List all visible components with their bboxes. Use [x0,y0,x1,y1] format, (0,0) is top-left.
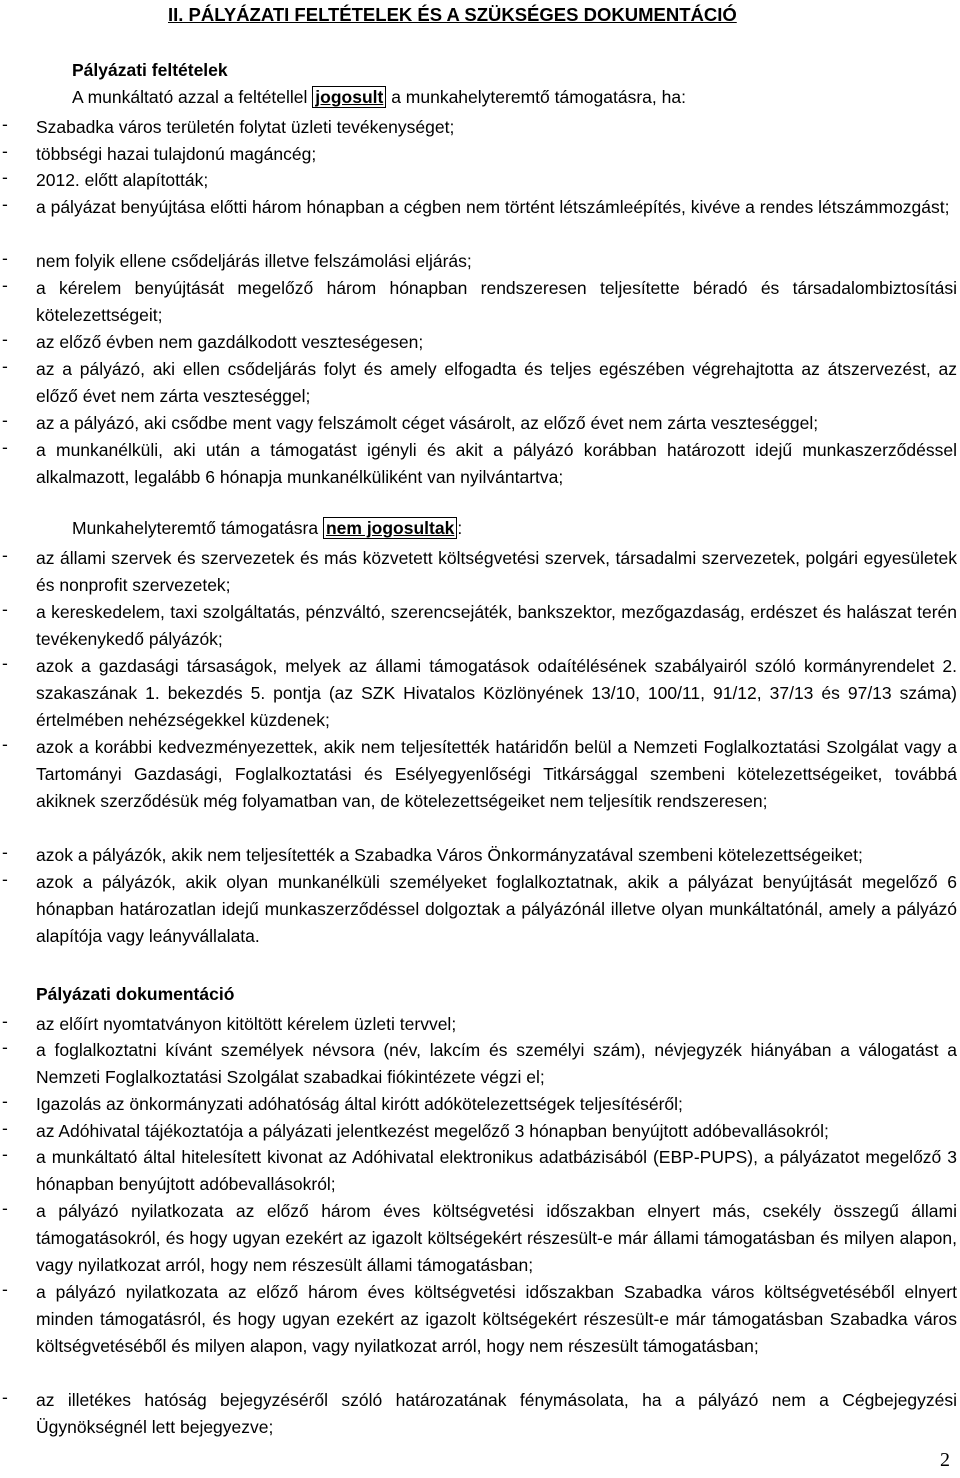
list-item-text: az előző évben nem gazdálkodott veszteségesen; [36,332,424,352]
list-item-text: azok a gazdasági társaságok, melyek az állami támogatások odaítélésének szabályairól szóló kormányrendelet 2. szakaszának 1. bekezdés 5. pontja (az SZK Hivatalos Közlönyének 13/10, 100/11, 91/12, 37/13 és 97/13 száma) értelmében nehézségekkel küzdenek; [36,656,957,730]
list-item-text: azok a korábbi kedvezményezettek, akik nem teljesítették határidőn belül a Nemzeti Foglalkoztatási Szolgálat vagy a Tartományi Gazdasági, Foglalkoztatási és Esélyegyenlőségi Titkársággal szembeni kötelezettségeiket, továbbá akiknek szerződésük még folyamatban van, de kötelezettségeiket nem teljesítik rendszeresen; [36,737,957,811]
list-item-text: a kérelem benyújtását megelőző három hónapban rendszeresen teljesítette béradó és társadalombiztosítási kötelezettségeit; [36,278,957,325]
document-title: II. PÁLYÁZATI FELTÉTELEK ÉS A SZÜKSÉGES DOKUMENTÁCIÓ [168,4,737,25]
dash-bullet: - [2,842,8,862]
list-item-text: többségi hazai tulajdonú magáncég; [36,144,317,164]
list-item-text: az állami szervek és szervezetek és más közvetett költségvetési szervek, társadalmi szervezetek, polgári egyesületek és nonprofit szervezetek; [36,548,957,595]
dash-bullet: - [2,167,8,187]
list-item-text: Igazolás az önkormányzati adóhatóság által kirótt adókötelezettségek teljesítéséről; [36,1094,683,1114]
eligibility-intro [72,87,686,108]
dash-bullet: - [2,114,8,134]
dash-bullet: - [2,248,8,268]
dash-bullet: - [2,1091,8,1111]
list-item-text: a munkáltató által hitelesített kivonat az Adóhivatal elektronikus adatbázisából (EBP-PUPS), a pályázatot megelőző 3 hónapban benyújtott adóbevallásokról; [36,1147,957,1194]
dash-bullet: - [2,1144,8,1164]
dash-bullet: - [2,437,8,457]
list-item-text: a foglalkoztatni kívánt személyek névsora (név, lakcím és személyi szám), névjegyzék hiányában a válogatást a Nemzeti Foglalkoztatási Szolgálat szabadkai fiókintézete végzi el; [36,1040,957,1087]
dash-bullet: - [2,410,8,430]
dash-bullet: - [2,599,8,619]
list-item-text: az a pályázó, aki ellen csődeljárás folyt és amely elfogadta és teljes egészében végrehajtotta az átszervezést, az előző évet nem zárta veszteséggel; [36,359,957,406]
dash-bullet: - [2,1118,8,1138]
list-item-text: nem folyik ellene csődeljárás illetve felszámolási eljárás; [36,251,472,271]
section-heading-conditions: Pályázati feltételek [72,60,228,80]
dash-bullet: - [2,356,8,376]
list-item-text: a kereskedelem, taxi szolgáltatás, pénzváltó, szerencsejáték, bankszektor, mezőgazdaság, erdészet és halászat terén tevékenykedő pályázók; [36,602,957,649]
list-item-text: az a pályázó, aki csődbe ment vagy felszámolt céget vásárolt, az előző évet nem zárta veszteséggel; [36,413,819,433]
list-item-text: azok a pályázók, akik olyan munkanélküli személyeket foglalkoztatnak, akik a pályázat benyújtását megelőző 6 hónapban határozatlan idejű munkaszerződéssel dolgoztak a pályázónál illetve olyan munkáltatónál, amely a pályázó alapítója vagy leányvállalata. [36,872,957,946]
list-item-text: az előírt nyomtatványon kitöltött kérelem üzleti tervvel; [36,1014,457,1034]
dash-bullet: - [2,869,8,889]
boxed-keyword-jogosult: jogosult [312,86,386,108]
dash-bullet: - [2,734,8,754]
list-item-text: Szabadka város területén folytat üzleti tevékenységet; [36,117,455,137]
ineligibility-intro [72,518,462,539]
section-heading-documentation: Pályázati dokumentáció [36,984,235,1004]
list-item-text: a pályázó nyilatkozata az előző három éves költségvetési időszakban elnyert más, csekély összegű állami támogatásokról, és hogy ugyan ezekért az igazolt költségekért részesült-e már állami támogatásban és milyen alapon, vagy nyilatkozat arról, hogy nem részesült állami támogatásban; [36,1201,957,1275]
dash-bullet: - [2,1037,8,1057]
list-item-text: a munkanélküli, aki után a támogatást igényli és akit a pályázó korábban határozott idejű munkaszerződéssel alkalmazott, legalább 6 hónapja munkanélküliként van nyilvántartva; [36,440,957,487]
dash-bullet: - [2,1198,8,1218]
boxed-keyword-nem-jogosultak: nem jogosultak [323,517,457,539]
list-item-text: a pályázó nyilatkozata az előző három éves költségvetési időszakban Szabadka város költségvetéséből elnyert minden támogatásról, és hogy ugyan ezekért az igazolt költségekért részesült-e már támogatásban Szabadka város költségvetéséből és milyen alapon, vagy nyilatkozat arról, hogy nem részesült támogatásban; [36,1282,957,1356]
dash-bullet: - [2,141,8,161]
dash-bullet: - [2,329,8,349]
list-item-text: az Adóhivatal tájékoztatója a pályázati jelentkezést megelőző 3 hónapban benyújtott adóbevallásokról; [36,1121,829,1141]
dash-bullet: - [2,545,8,565]
intro-text: a munkahelyteremtő támogatásra, ha: [386,87,686,107]
intro-text: A munkáltató azzal a feltétellel [72,87,313,107]
list-item-text: a pályázat benyújtása előtti három hónapban a cégben nem történt létszámleépítés, kivéve a rendes létszámmozgást; [36,197,950,217]
list-item-text: azok a pályázók, akik nem teljesítették a Szabadka Város Önkormányzatával szembeni kötelezettségeiket; [36,845,863,865]
list-item-text: 2012. előtt alapították; [36,170,209,190]
intro-text: : [457,518,463,538]
intro-text: Munkahelyteremtő támogatásra [72,518,323,538]
dash-bullet: - [2,653,8,673]
list-item-text: az illetékes hatóság bejegyzéséről szóló határozatának fénymásolata, ha a pályázó nem a Cégbejegyzési Ügynökségnél lett bejegyezve; [36,1390,957,1437]
dash-bullet: - [2,1387,8,1407]
dash-bullet: - [2,1279,8,1299]
dash-bullet: - [2,275,8,295]
dash-bullet: - [2,1011,8,1031]
page-number: 2 [940,1449,950,1471]
dash-bullet: - [2,194,8,214]
